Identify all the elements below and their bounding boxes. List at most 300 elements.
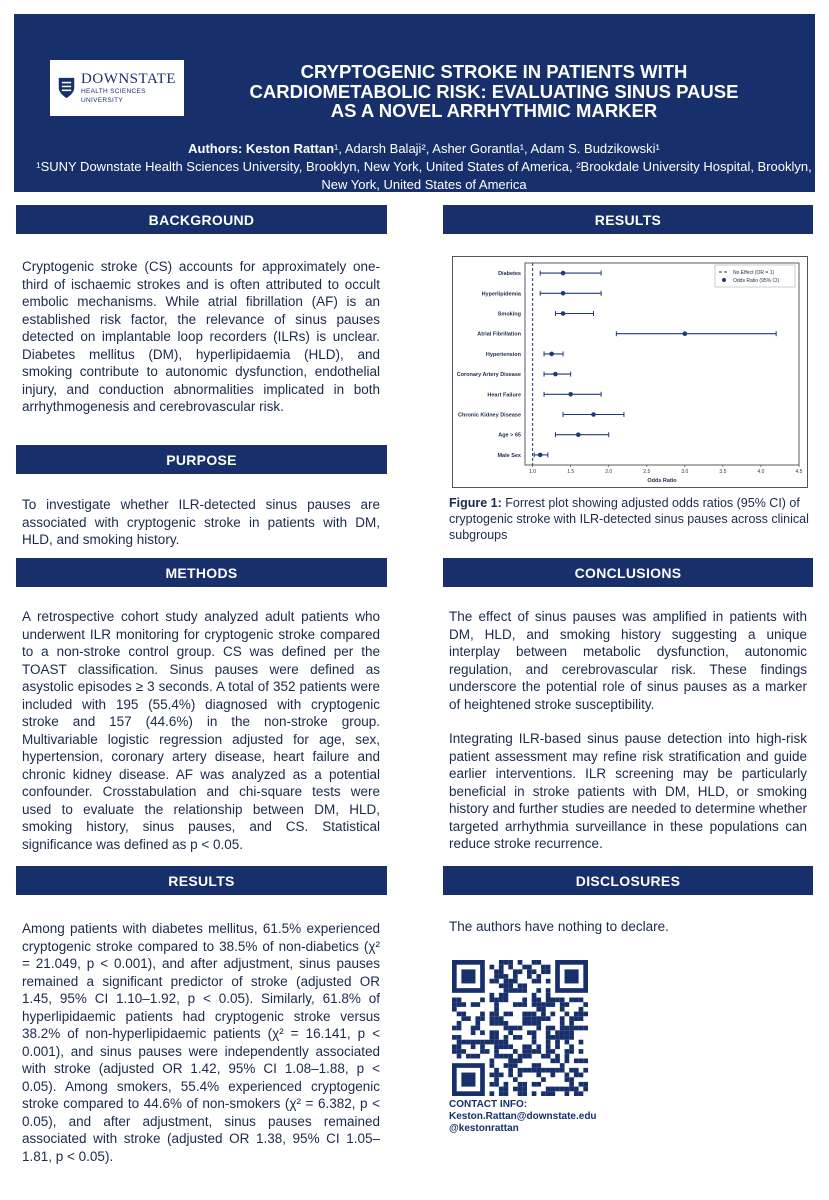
qr-module [499,993,504,998]
x-tick-label: 1.0 [529,469,537,475]
conclusions-text-2: Integrating ILR-based sinus pause detection into high-risk patient assessment may refine risk stratification and guide earlier interventions. ILR screening may be particularly beneficial in stroke patients with DM, HLD, or smoking history and further studies are needed to determine whether targeted arrhythmia surveillance in these populations can reduce stroke recurrence. [449,731,807,851]
qr-module [499,1021,504,1026]
category-label: Diabetes [498,271,521,278]
qr-module [550,1091,555,1096]
qr-module [550,1026,555,1031]
qr-module [494,1073,499,1078]
odds-ratio-point [568,392,573,397]
qr-module [522,965,527,970]
qr-module [579,1016,584,1021]
qr-module [579,1012,584,1017]
qr-module [504,1091,509,1096]
title-line: AS A NOVEL ARRHYTHMIC MARKER [330,100,658,121]
qr-module [574,1087,579,1092]
qr-module [508,1012,513,1017]
odds-ratio-point [561,311,566,316]
qr-module [504,998,509,1003]
qr-module [532,1063,537,1068]
qr-module [565,1087,570,1092]
qr-module [565,1058,570,1063]
qr-module [565,1030,570,1035]
qr-module [574,1012,579,1017]
category-label: Smoking [497,311,521,318]
qr-module [494,1040,499,1045]
qr-module [522,983,527,988]
qr-module [546,1016,551,1021]
qr-module [504,1054,509,1059]
qr-module [555,1054,560,1059]
qr-module [490,1021,495,1026]
qr-module [508,1068,513,1073]
qr-module [461,1002,466,1007]
background-text: Cryptogenic stroke (CS) accounts for approximately one-third of ischaemic strokes and is often attributed to occult embolic mechanisms. While atrial fibrillation (AF) is an established risk factor, the relevance of sinus pauses detected on implantable loop recorders (ILRs) is unclear. Diabetes mellitus (DM), hyperlipidaemia (HLD), and smoking contribute to autonomic dysfunction, endothelial injury, and conduction abnormalities implicated in both arrhythmogenesis and cerebrovascular risk. [22,259,380,414]
x-tick-label: 3.0 [681,469,689,475]
qr-finder-inner [565,969,579,983]
qr-module [536,988,541,993]
qr-module [546,1087,551,1092]
qr-module [569,1068,574,1073]
qr-finder-inner [461,969,475,983]
qr-module [494,1068,499,1073]
qr-module [579,1073,584,1078]
qr-module [583,1026,588,1031]
contact-handle[interactable]: @kestonrattan [449,1123,519,1134]
qr-module [550,1002,555,1007]
qr-module [518,1035,523,1040]
contact-info [449,1099,699,1135]
qr-module [583,1012,588,1017]
qr-module [457,1002,462,1007]
qr-module [532,998,537,1003]
qr-module [461,1040,466,1045]
qr-module [569,998,574,1003]
qr-module [583,1087,588,1092]
qr-module [480,998,485,1003]
qr-module [513,969,518,974]
qr-module [536,998,541,1003]
qr-module [546,969,551,974]
qr-module [499,1054,504,1059]
legend-point-swatch [722,278,726,282]
qr-module [546,1044,551,1049]
qr-module [513,1087,518,1092]
qr-module [532,1091,537,1096]
qr-module [555,1040,560,1045]
qr-module [504,1026,509,1031]
qr-module [457,1044,462,1049]
qr-module [536,1063,541,1068]
qr-module [565,1054,570,1059]
qr-module [508,1044,513,1049]
qr-module [513,1002,518,1007]
qr-module [466,1040,471,1045]
qr-module [518,1068,523,1073]
qr-module [457,1021,462,1026]
qr-module [560,1016,565,1021]
results-heading-left: RESULTS [16,866,387,895]
category-label: Hyperlipidemia [481,291,521,298]
qr-module [536,1068,541,1073]
qr-module [518,1082,523,1087]
qr-module [536,1082,541,1087]
qr-module [518,960,523,965]
qr-module [546,1035,551,1040]
qr-module [522,1021,527,1026]
qr-module [527,1044,532,1049]
qr-module [508,1030,513,1035]
qr-module [513,1077,518,1082]
disclosures-heading: DISCLOSURES [443,866,813,895]
qr-module [471,1030,476,1035]
qr-module [532,969,537,974]
qr-module [541,1016,546,1021]
qr-module [541,1054,546,1059]
qr-module [532,1082,537,1087]
qr-module [569,1087,574,1092]
qr-module [522,1049,527,1054]
qr-module [490,1063,495,1068]
qr-module [569,1026,574,1031]
qr-module [499,998,504,1003]
qr-module [536,1049,541,1054]
qr-module [569,1035,574,1040]
qr-module [574,1016,579,1021]
qr-module [494,974,499,979]
qr-module [466,1054,471,1059]
qr-module [560,1087,565,1092]
qr-module [518,988,523,993]
caption-text: Forrest plot showing adjusted odds ratios (95% CI) of cryptogenic stroke with ILR-detected sinus pauses across clinical subgroups [449,496,809,542]
qr-module [513,988,518,993]
qr-module [518,1087,523,1092]
qr-module [480,1016,485,1021]
qr-module [494,979,499,984]
qr-module [452,1044,457,1049]
qr-module [546,1068,551,1073]
qr-module [560,1002,565,1007]
qr-module [504,979,509,984]
qr-module [499,1044,504,1049]
qr-module [452,1035,457,1040]
contact-label: CONTACT INFO: [449,1099,528,1110]
qr-module [518,1002,523,1007]
qr-module [555,1068,560,1073]
qr-module [550,1058,555,1063]
qr-module [494,1044,499,1049]
qr-module [522,1044,527,1049]
qr-module [508,988,513,993]
qr-module [490,979,495,984]
affiliations: ¹SUNY Downstate Health Sciences University, Brooklyn, New York, United States of America, ²Brookdale University Hospital, Brooklyn, New York, United States of America [36,159,812,192]
qr-module [532,1068,537,1073]
qr-module [504,993,509,998]
odds-ratio-point [591,412,596,417]
qr-module [452,1002,457,1007]
qr-module [518,983,523,988]
qr-module [499,965,504,970]
qr-module [560,1026,565,1031]
qr-module [499,1087,504,1092]
qr-module [518,1073,523,1078]
title-line: CARDIOMETABOLIC RISK: EVALUATING SINUS PAUSE [249,80,739,102]
qr-module [494,1077,499,1082]
qr-module [546,1049,551,1054]
qr-module [532,1012,537,1017]
qr-code[interactable] [448,960,592,1096]
qr-module [565,1073,570,1078]
qr-module [471,1040,476,1045]
qr-module [565,1035,570,1040]
qr-module [541,969,546,974]
qr-module [480,1044,485,1049]
qr-module [546,1002,551,1007]
legend-point-label: Odds Ratio (95% CI) [733,278,780,284]
qr-module [574,998,579,1003]
conclusions-heading: CONCLUSIONS [443,558,813,587]
qr-module [518,1026,523,1031]
qr-module [494,1049,499,1054]
x-tick-label: 2.5 [643,469,651,475]
qr-module [508,1026,513,1031]
qr-module [518,1091,523,1096]
qr-module [490,1091,495,1096]
qr-module [532,1040,537,1045]
qr-module [499,1073,504,1078]
qr-module [532,960,537,965]
qr-module [461,1012,466,1017]
qr-module [522,1091,527,1096]
qr-module [513,1058,518,1063]
qr-module [541,1091,546,1096]
qr-module [475,1016,480,1021]
disclosures-text: The authors have nothing to declare. [449,919,669,934]
qr-module [532,979,537,984]
qr-module [579,1040,584,1045]
qr-module [490,1012,495,1017]
qr-module [579,1082,584,1087]
contact-email[interactable]: Keston.Rattan@downstate.edu [449,1111,597,1122]
authors-list: ¹, Adarsh Balaji², Asher Gorantla¹, Adam S. Budzikowski¹ [334,141,660,156]
category-label: Chronic Kidney Disease [458,412,521,419]
qr-module [550,1049,555,1054]
qr-module [522,1068,527,1073]
qr-module [536,1073,541,1078]
qr-module [532,1030,537,1035]
qr-module [569,1030,574,1035]
qr-module [490,1040,495,1045]
qr-module [560,1063,565,1068]
qr-module [475,1021,480,1026]
qr-module [546,1040,551,1045]
x-tick-label: 1.5 [567,469,575,475]
figure-caption [449,495,809,543]
qr-module [536,1007,541,1012]
qr-module [494,1007,499,1012]
qr-module [546,1026,551,1031]
category-label: Atrial Fibrillation [477,331,521,338]
odds-ratio-point [576,432,581,437]
qr-module [490,1035,495,1040]
qr-module [494,1082,499,1087]
qr-module [583,1002,588,1007]
qr-module [522,988,527,993]
purpose-heading: PURPOSE [16,445,387,474]
qr-module [513,1049,518,1054]
qr-module [504,974,509,979]
qr-module [494,1030,499,1035]
qr-module [494,1012,499,1017]
qr-module [541,1002,546,1007]
qr-module [490,1073,495,1078]
qr-module [579,1091,584,1096]
qr-module [490,1082,495,1087]
qr-module [574,1073,579,1078]
conclusions-text-1: The effect of sinus pauses was amplified in patients with DM, HLD, and smoking history suggesting a unique interplay between metabolic dysfunction, autonomic regulation, and cerebrovascular risk. These findings underscore the potential role of sinus pauses as a marker of heightened stroke susceptibility. [449,609,807,712]
x-tick-label: 4.5 [795,469,803,475]
category-label: Coronary Artery Disease [456,372,521,379]
forest-plot [452,256,808,488]
qr-module [541,1068,546,1073]
qr-module [527,1068,532,1073]
qr-module [522,1016,527,1021]
qr-module [527,1030,532,1035]
qr-module [565,1002,570,1007]
author-block [34,140,814,194]
qr-module [508,965,513,970]
qr-module [541,1007,546,1012]
qr-module [508,960,513,965]
qr-module [513,979,518,984]
qr-module [504,988,509,993]
qr-module [508,1058,513,1063]
results-heading-right: RESULTS [443,205,813,234]
qr-module [555,1087,560,1092]
qr-module [461,1049,466,1054]
qr-module [457,998,462,1003]
qr-module [513,1026,518,1031]
qr-module [494,1002,499,1007]
qr-module [550,1068,555,1073]
qr-module [532,1021,537,1026]
qr-module [499,969,504,974]
category-label: Heart Failure [487,392,521,399]
qr-module [565,1012,570,1017]
qr-module [490,965,495,970]
qr-module [504,1012,509,1017]
qr-module [546,988,551,993]
qr-module [527,1021,532,1026]
qr-module [475,1054,480,1059]
odds-ratio-point [561,291,566,296]
qr-module [546,1030,551,1035]
background-heading: BACKGROUND [16,205,387,234]
qr-module [536,960,541,965]
qr-module [579,1058,584,1063]
qr-module [546,1091,551,1096]
qr-module [583,1068,588,1073]
qr-module [499,960,504,965]
qr-module [536,979,541,984]
qr-module [546,998,551,1003]
qr-module [555,998,560,1003]
qr-module [504,1021,509,1026]
qr-module [457,1026,462,1031]
qr-module [532,993,537,998]
qr-module [522,998,527,1003]
qr-module [457,1049,462,1054]
qr-module [508,1063,513,1068]
qr-module [504,1035,509,1040]
qr-module [471,1044,476,1049]
qr-module [490,1030,495,1035]
qr-module [550,998,555,1003]
qr-module [457,1054,462,1059]
qr-module [504,1044,509,1049]
qr-module [546,965,551,970]
qr-module [583,1082,588,1087]
qr-module [569,1044,574,1049]
qr-module [504,1040,509,1045]
qr-module [518,1054,523,1059]
qr-module [480,1012,485,1017]
qr-module [574,1058,579,1063]
caption-label: Figure 1: [449,496,502,510]
category-label: Age > 65 [498,432,521,439]
odds-ratio-point [683,331,688,336]
qr-module [536,1026,541,1031]
qr-module [555,1035,560,1040]
qr-module [480,1040,485,1045]
qr-module [475,1002,480,1007]
qr-module [461,1016,466,1021]
qr-module [457,1040,462,1045]
qr-module [541,1077,546,1082]
odds-ratio-point [561,271,566,276]
odds-ratio-point [538,453,543,458]
qr-module [574,1091,579,1096]
qr-module [527,1012,532,1017]
qr-module [546,993,551,998]
qr-module [480,1049,485,1054]
poster-header [14,14,815,192]
qr-module [560,1035,565,1040]
qr-module [522,1082,527,1087]
qr-module [490,998,495,1003]
qr-module [508,983,513,988]
qr-module [485,1049,490,1054]
methods-heading: METHODS [16,558,387,587]
results-text: Among patients with diabetes mellitus, 61.5% experienced cryptogenic stroke compared to 38.5% of non-diabetics (χ² = 21.049, p < 0.001), and after adjustment, sinus pauses remained a significant predictor of stroke (adjusted OR 1.45, 95% CI 1.10–1.92, p < 0.05). Similarly, 61.8% of hyperlipidaemic patients had cryptogenic stroke versus 38.2% of non-hyperlipidaemic patients (χ² = 16.141, p < 0.001), and sinus pauses were independently associated with stroke (adjusted OR 1.42, 95% CI 1.08–1.88, p < 0.05). Among smokers, 55.4% experienced cryptogenic stroke compared to 44.6% of non-smokers (χ² = 6.382, p < 0.05), and after adjustment, sinus pauses remained associated with stroke (adjusted OR 1.38, 95% CI 1.05–1.81, p < 0.05). [22,921,380,1164]
qr-module [527,969,532,974]
odds-ratio-point [553,372,558,377]
qr-module [513,974,518,979]
x-tick-label: 2.0 [605,469,613,475]
qr-module [490,993,495,998]
logo-subtitle: HEALTH SCIENCES UNIVERSITY [81,88,146,104]
qr-module [504,983,509,988]
qr-module [579,1007,584,1012]
qr-module [466,1016,471,1021]
qr-module [490,1058,495,1063]
university-logo [50,60,184,116]
qr-module [569,1082,574,1087]
qr-module [471,1054,476,1059]
qr-module [565,1091,570,1096]
qr-module [527,1054,532,1059]
qr-module [569,1016,574,1021]
qr-module [518,969,523,974]
shield-icon [58,74,75,102]
